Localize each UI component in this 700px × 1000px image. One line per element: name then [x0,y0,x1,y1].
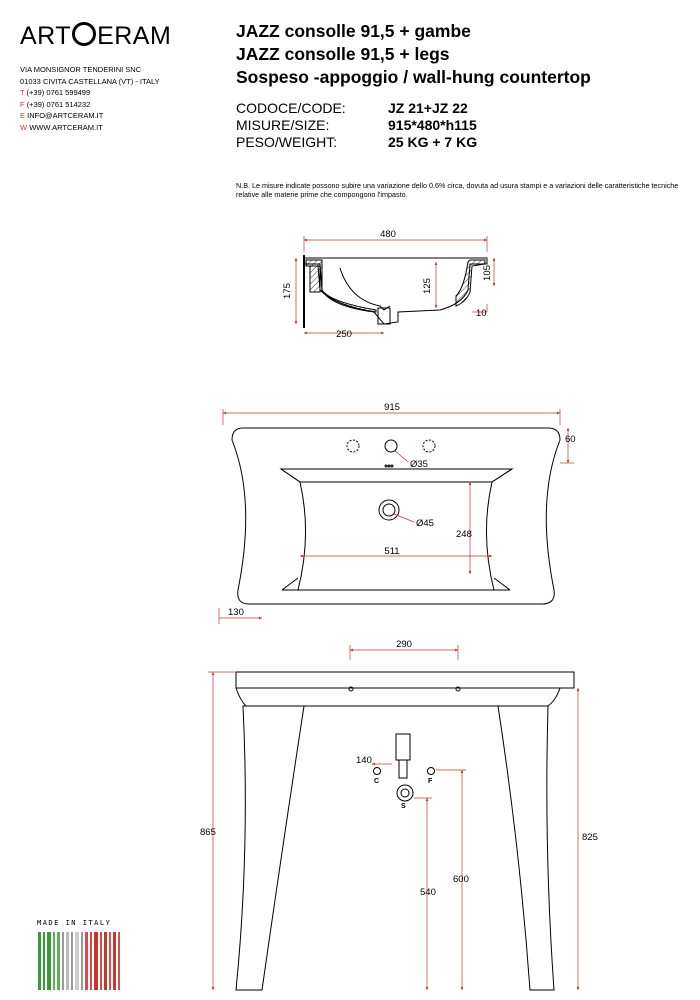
contact-phone: T (+39) 0761 599499 [20,88,91,97]
dim-top-drain: Ø45 [416,518,434,529]
dim-side-rim: 105 [482,265,493,281]
brand-logo-left: ART [20,22,72,50]
disclaimer-note: N.B. Le misure indicate possono subire una variazione dello 0.6% circa, dovuta ad usura stampi e a variazioni delle caratteristiche tecniche relative alle materie prime che compongono l'impasto. [236,181,679,199]
spec-row-weight: PESO/WEIGHT: 25 KG + 7 KG [236,134,478,150]
dim-front-leg-spacing: 290 [396,639,412,650]
label-hot: F [428,778,433,785]
address-line: 01033 CIVITA CASTELLANA (VT) - ITALY [20,76,160,86]
title-line: JAZZ consolle 91,5 + gambe [236,21,471,41]
dim-side-overhang: 10 [476,308,487,319]
title-line: Sospeso -appoggio / wall-hung countertop [236,67,591,87]
dim-side-drain-offset: 250 [336,329,352,340]
dim-side-width: 480 [380,229,396,240]
title-line: JAZZ consolle 91,5 + legs [236,44,450,64]
dim-top-edge: 130 [228,607,244,618]
dim-top-width: 915 [384,402,400,413]
dim-side-basin-depth: 125 [422,278,433,294]
top-view [232,428,560,604]
address-line: VIA MONSIGNOR TENDERINI SNC [20,65,142,74]
contact-email: E INFO@ARTCERAM.IT [20,111,104,120]
label-siphon: S [401,803,406,810]
contact-fax: F (+39) 0761 514232 [20,99,91,109]
spec-row-code: CODOCE/CODE: JZ 21+JZ 22 [236,100,468,116]
side-section-view [304,255,487,328]
dim-side-height: 175 [282,283,293,299]
spec-row-size: MISURE/SIZE: 915*480*h115 [236,117,477,133]
contact-web: W WWW.ARTCERAM.IT [20,122,103,132]
made-in-italy-label: MADE IN ITALY [37,919,112,927]
dim-top-basin-depth: 248 [456,529,472,540]
dim-front-trap-offset: 140 [356,755,372,766]
dim-front-total-height: 865 [200,827,216,838]
front-dimensions [208,645,578,990]
brand-logo-right: ERAM [97,22,172,50]
dim-top-taphole: Ø35 [410,459,428,470]
dim-top-basin-width: 511 [384,546,400,557]
dim-front-leg-height: 825 [582,832,598,843]
front-view [236,672,574,990]
dim-front-drain-height: 540 [420,887,436,898]
dim-top-back: 60 [565,434,576,445]
dim-front-supply-height: 600 [453,874,469,885]
label-cold: C [374,778,380,785]
made-in-italy-barcode [38,932,120,990]
